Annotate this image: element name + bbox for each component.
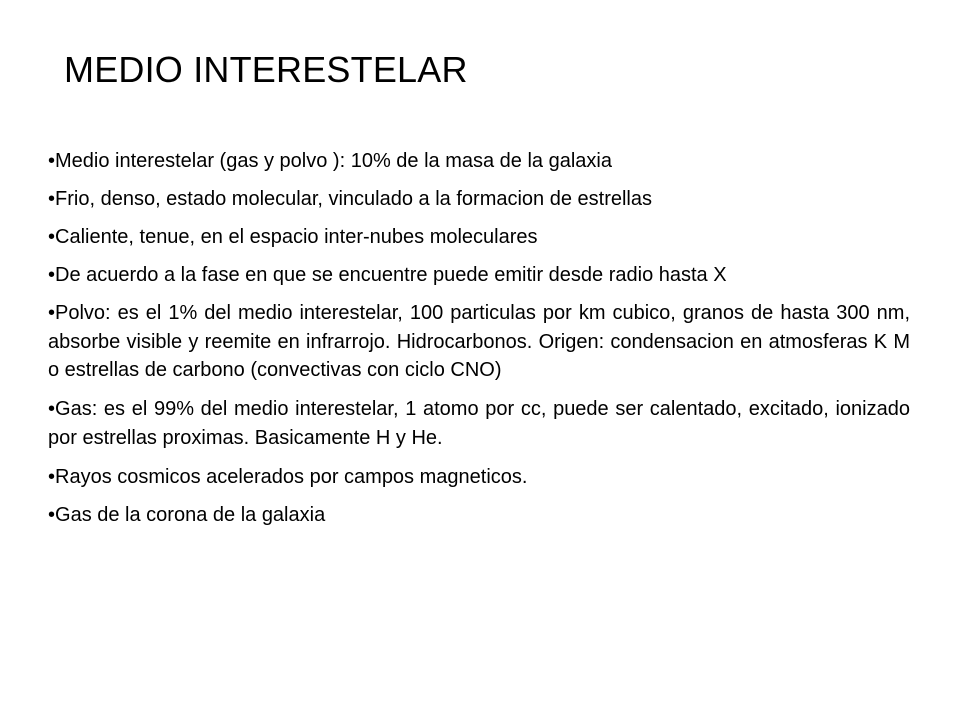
bullet-text: Gas de la corona de la galaxia <box>55 503 326 526</box>
bullet-text: De acuerdo a la fase en que se encuentre puede emitir desde radio hasta X <box>55 264 727 286</box>
bullet-mark: • <box>48 264 56 286</box>
slide-title: MEDIO INTERESTELAR <box>64 49 468 90</box>
bullet-mark: • <box>48 188 56 210</box>
bullet-item <box>48 501 910 529</box>
bullet-mark: • <box>48 226 56 248</box>
bullet-item <box>48 463 910 491</box>
bullet-text: Frio, denso, estado molecular, vinculado a la formacion de estrellas <box>55 188 652 210</box>
bullet-text: Polvo: es el 1% del medio interestelar, 100 particulas por km cubico, granos de hasta 300 nm, absorbe visible y reemite en infrarrojo. Hidrocarbonos. Origen: condensacion en atmosferas K M o estrellas de carbono (convectivas con ciclo CNO) <box>48 302 910 382</box>
bullet-item <box>48 147 910 175</box>
bullet-text: Medio interestelar (gas y polvo ): 10% de la masa de la galaxia <box>55 150 612 172</box>
bullet-mark: • <box>48 465 56 488</box>
bullet-item <box>48 299 910 385</box>
bullet-mark: • <box>48 503 56 526</box>
bullet-text: Rayos cosmicos acelerados por campos magneticos. <box>55 465 528 488</box>
bullet-item <box>48 261 910 289</box>
bullet-item <box>48 185 910 213</box>
bullet-mark: • <box>48 150 56 172</box>
bullet-list <box>48 147 910 539</box>
bullet-item <box>48 395 910 452</box>
bullet-mark: • <box>48 398 56 421</box>
bullet-text: Caliente, tenue, en el espacio inter-nubes moleculares <box>55 226 538 248</box>
bullet-mark: • <box>48 302 56 324</box>
bullet-item <box>48 223 910 251</box>
bullet-text: Gas: es el 99% del medio interestelar, 1 atomo por cc, puede ser calentado, excitado, ionizado por estrellas proximas. Basicamente H y He. <box>48 398 910 449</box>
